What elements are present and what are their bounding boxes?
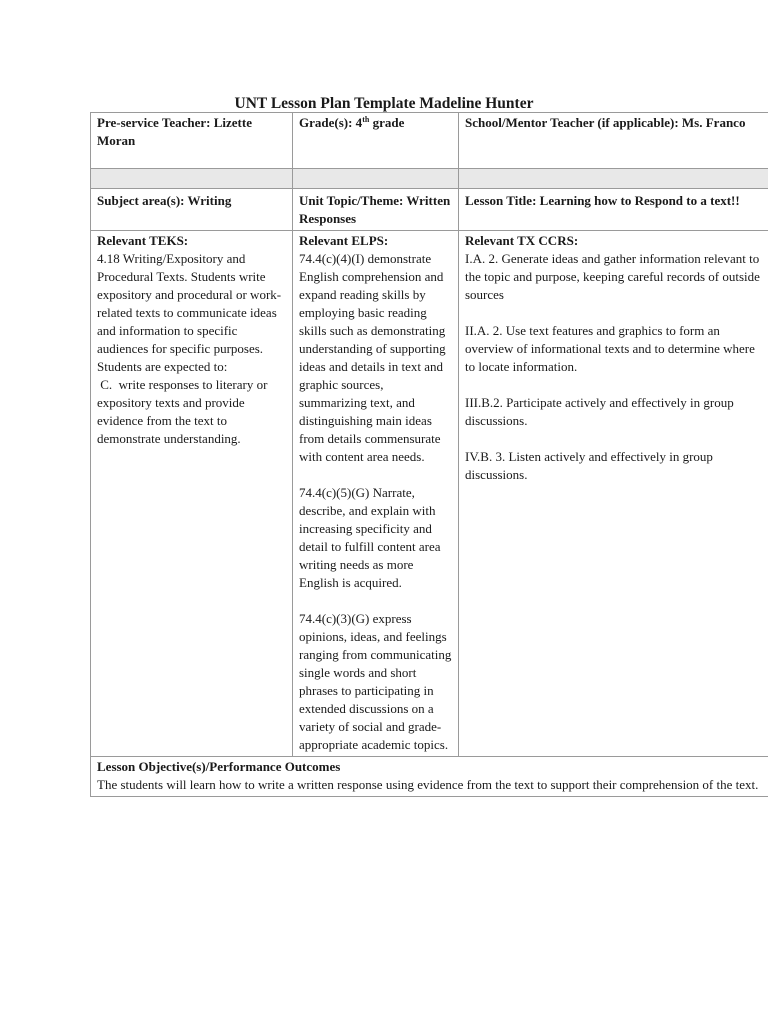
ccrs-item: IV.B. 3. Listen actively and effectively in group discussions.: [465, 449, 713, 482]
objective-heading: Lesson Objective(s)/Performance Outcomes: [97, 759, 341, 774]
table-row-subject: [91, 189, 768, 231]
shaded-cell-2: [293, 169, 459, 189]
grade-suffix: grade: [369, 115, 405, 130]
table-row-header-info: [91, 113, 768, 169]
shaded-cell-3: [459, 169, 768, 189]
elps-cell: [293, 231, 459, 757]
objective-body: The students will learn how to write a written response using evidence from the text to support their comprehension of the text.: [97, 777, 759, 792]
elps-item: 74.4(c)(5)(G) Narrate, describe, and explain with increasing specificity and detail to fulfill content area writing needs as more English is acquired.: [299, 485, 441, 590]
objective-cell: [91, 757, 768, 797]
ccrs-item: I.A. 2. Generate ideas and gather information relevant to the topic and purpose, keeping careful records of outside sources: [465, 251, 760, 302]
ccrs-heading: Relevant TX CCRS:: [465, 233, 579, 248]
teks-cell: [91, 231, 293, 757]
document-title: UNT Lesson Plan Template Madeline Hunter: [234, 95, 534, 112]
unit-topic-cell: [293, 189, 459, 231]
teks-item-c: C. write responses to literary or expository texts and provide evidence from the text to demonstrate understanding.: [97, 377, 271, 446]
table-row-standards: [91, 231, 768, 757]
ccrs-item: II.A. 2. Use text features and graphics to form an overview of informational texts and to determine where to locate information.: [465, 323, 755, 374]
teks-heading: Relevant TEKS:: [97, 233, 189, 248]
elps-heading: Relevant ELPS:: [299, 233, 389, 248]
teks-body: 4.18 Writing/Expository and Procedural Texts. Students write expository and procedural or work-related texts to communicate ideas and information to specific audiences for specific purposes. Students are expected to:: [97, 251, 282, 374]
ccrs-item: III.B.2. Participate actively and effectively in group discussions.: [465, 395, 734, 428]
school-mentor-label: School/Mentor Teacher (if applicable): Ms. Franco: [465, 115, 746, 130]
subject-area-cell: [91, 189, 293, 231]
shaded-cell-1: [91, 169, 293, 189]
lesson-title-cell: [459, 189, 768, 231]
school-mentor-cell: [459, 113, 768, 169]
grade-superscript: th: [362, 115, 370, 124]
preservice-teacher-label: Pre-service Teacher: Lizette Moran: [97, 115, 252, 148]
table-row-shaded-divider: [91, 169, 768, 189]
elps-item: 74.4(c)(4)(I) demonstrate English comprehension and expand reading skills by employing basic reading skills such as demonstrating understanding of supporting ideas and details in text and graphic sources, summarizing text, and distinguishing main ideas from details commensurate with content area needs.: [299, 251, 446, 464]
lesson-plan-table: [90, 112, 768, 797]
elps-item: 74.4(c)(3)(G) express opinions, ideas, and feelings ranging from communicating single words and short phrases to participating in extended discussions on a variety of social and grade-appropriate academic topics.: [299, 611, 452, 752]
table-row-objective: [91, 757, 768, 797]
ccrs-cell: [459, 231, 768, 757]
unit-topic-label: Unit Topic/Theme: Written Responses: [299, 193, 451, 226]
lesson-title-label: Lesson Title: Learning how to Respond to a text!!: [465, 193, 740, 208]
preservice-teacher-cell: [91, 113, 293, 169]
subject-area-label: Subject area(s): Writing: [97, 193, 232, 208]
grade-label: Grade(s): 4: [299, 115, 363, 130]
grade-cell: [293, 113, 459, 169]
